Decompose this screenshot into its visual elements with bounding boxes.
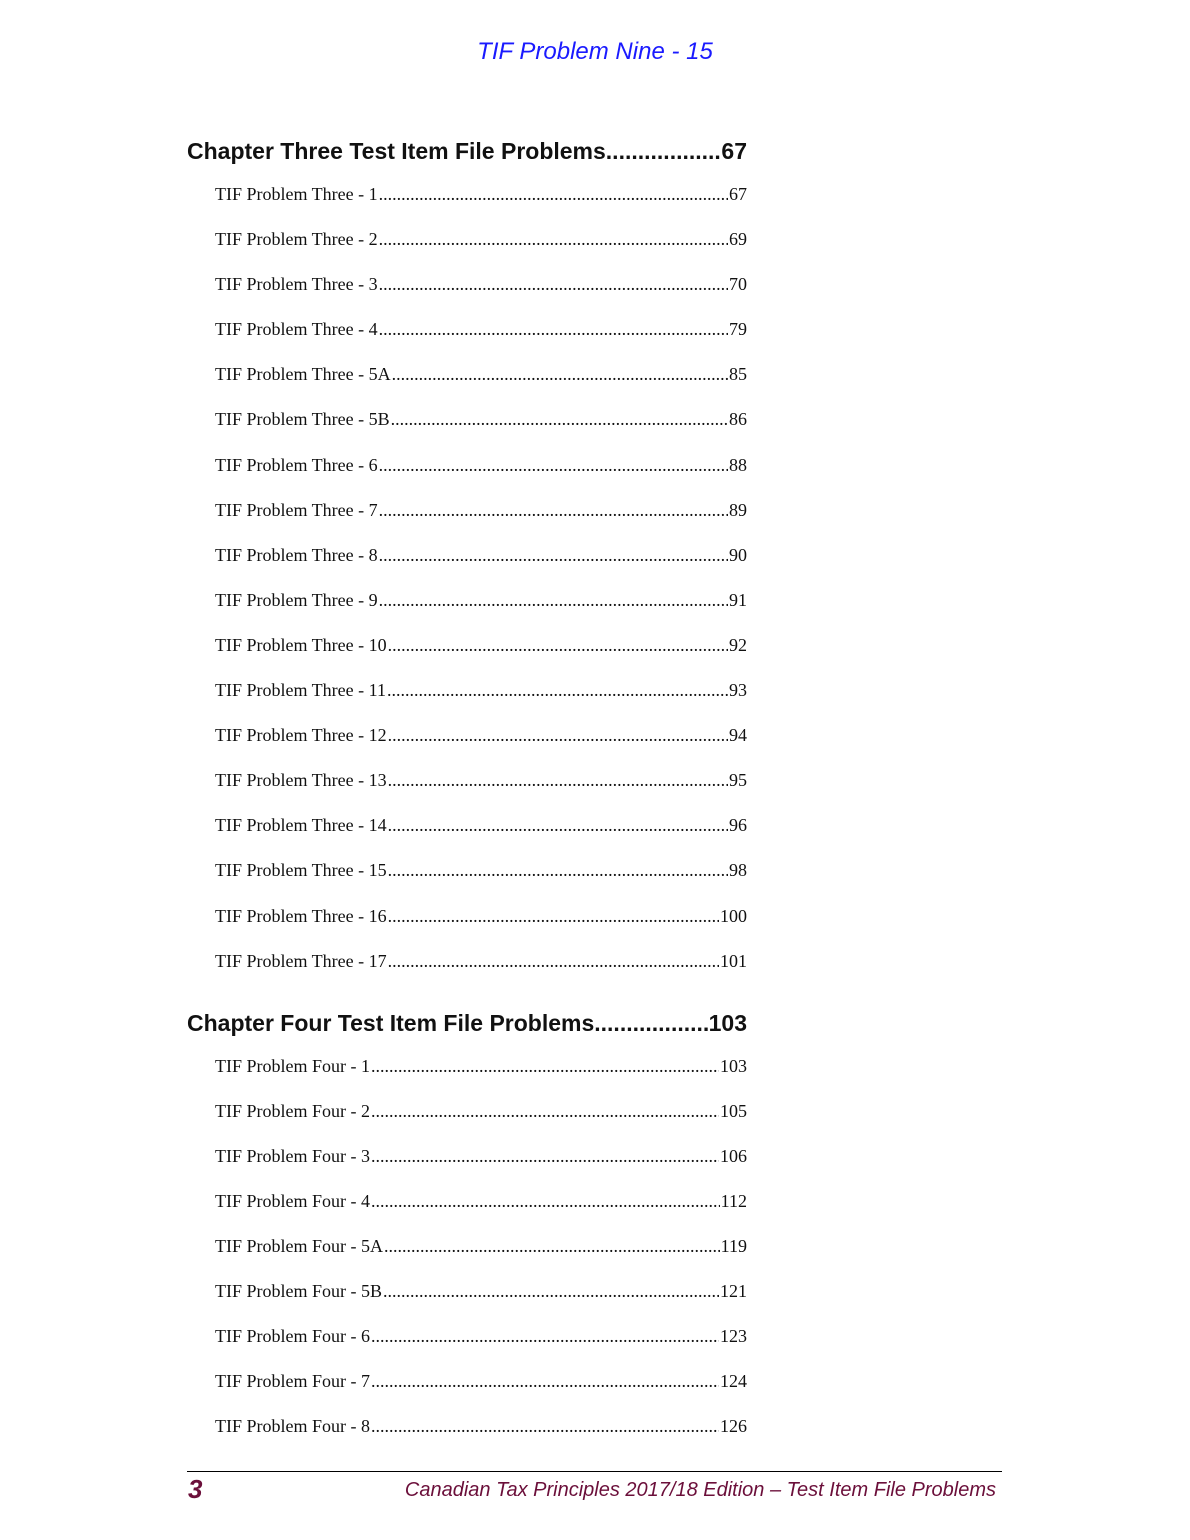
- leader-dots: [379, 455, 728, 476]
- leader-dots: [379, 590, 728, 611]
- entry-label: TIF Problem Three - 14: [215, 815, 387, 836]
- entry-page: 93: [729, 680, 747, 701]
- leader-dots: [371, 1326, 719, 1347]
- entry-label: TIF Problem Three - 16: [215, 905, 387, 926]
- leader-dots: [371, 1371, 719, 1392]
- leader-dots: [371, 1146, 719, 1167]
- entry-page: 124: [720, 1371, 747, 1392]
- toc-entry[interactable]: [187, 1416, 747, 1461]
- entry-label: TIF Problem Four - 6: [215, 1326, 370, 1347]
- entry-label: TIF Problem Four - 5A: [215, 1236, 383, 1257]
- toc-entry[interactable]: [187, 274, 747, 319]
- entry-label: TIF Problem Three - 9: [215, 589, 378, 610]
- toc-entry[interactable]: [187, 1236, 747, 1281]
- leader-dots: [383, 1281, 719, 1302]
- page-number: 3: [188, 1474, 203, 1504]
- toc-entry[interactable]: [187, 725, 747, 770]
- toc-entry[interactable]: [187, 1281, 747, 1326]
- leader-dots: [379, 229, 728, 250]
- chapter-four-heading[interactable]: [187, 1010, 747, 1042]
- toc-entry[interactable]: [187, 455, 747, 500]
- entry-page: 94: [729, 725, 747, 746]
- entry-label: TIF Problem Three - 7: [215, 499, 378, 520]
- chapter-page: 67: [721, 138, 747, 164]
- toc-entry[interactable]: [187, 1326, 747, 1371]
- leader-dots: [379, 545, 728, 566]
- entry-label: TIF Problem Three - 3: [215, 274, 378, 295]
- leader-dots: [379, 500, 728, 521]
- entry-page: 85: [729, 364, 747, 385]
- entry-label: TIF Problem Four - 7: [215, 1371, 370, 1392]
- leader-dots: [371, 1416, 719, 1437]
- entry-label: TIF Problem Three - 1: [215, 184, 378, 204]
- header-link[interactable]: TIF Problem Nine - 15: [477, 38, 713, 65]
- entry-label: TIF Problem Three - 11: [215, 680, 386, 701]
- toc-entry[interactable]: [187, 680, 747, 725]
- entry-page: 101: [720, 950, 747, 971]
- entry-label: TIF Problem Four - 1: [215, 1055, 370, 1076]
- toc-entry[interactable]: [187, 364, 747, 409]
- toc-entry[interactable]: [187, 409, 747, 454]
- chapter-title: Chapter Four Test Item File Problems: [187, 1009, 595, 1036]
- toc-entry[interactable]: [187, 1101, 747, 1146]
- leader-dots: [594, 1010, 708, 1037]
- entry-label: TIF Problem Four - 3: [215, 1145, 370, 1166]
- entry-label: TIF Problem Three - 10: [215, 634, 387, 655]
- entry-page: 91: [729, 589, 747, 610]
- toc-entry[interactable]: [187, 1371, 747, 1416]
- leader-dots: [371, 1191, 720, 1212]
- leader-dots: [388, 635, 728, 656]
- entry-label: TIF Problem Four - 8: [215, 1416, 370, 1437]
- chapter-four-entries: [187, 1056, 747, 1462]
- entry-page: 90: [729, 544, 747, 565]
- leader-dots: [606, 138, 722, 165]
- entry-label: TIF Problem Three - 13: [215, 770, 387, 791]
- table-of-contents: [187, 138, 747, 1462]
- leader-dots: [388, 725, 728, 746]
- entry-page: 92: [729, 634, 747, 655]
- chapter-title: Chapter Three Test Item File Problems: [187, 138, 606, 164]
- toc-entry[interactable]: [187, 860, 747, 905]
- entry-page: 86: [729, 409, 747, 430]
- entry-label: TIF Problem Three - 6: [215, 454, 378, 475]
- entry-label: TIF Problem Three - 17: [215, 950, 387, 971]
- entry-label: TIF Problem Three - 5A: [215, 364, 391, 385]
- entry-page: 100: [720, 905, 747, 926]
- entry-page: 69: [729, 229, 747, 250]
- toc-entry[interactable]: [187, 1146, 747, 1191]
- toc-entry[interactable]: [187, 1191, 747, 1236]
- entry-page: 67: [729, 184, 747, 204]
- toc-entry[interactable]: [187, 545, 747, 590]
- leader-dots: [379, 319, 728, 340]
- entry-page: 126: [720, 1416, 747, 1437]
- chapter-three-heading[interactable]: [187, 138, 747, 170]
- toc-entry[interactable]: [187, 590, 747, 635]
- leader-dots: [388, 815, 728, 836]
- leader-dots: [391, 409, 728, 430]
- leader-dots: [392, 364, 728, 385]
- entry-label: TIF Problem Three - 12: [215, 725, 387, 746]
- entry-label: TIF Problem Four - 5B: [215, 1281, 383, 1302]
- entry-label: TIF Problem Four - 2: [215, 1100, 370, 1121]
- entry-label: TIF Problem Three - 2: [215, 229, 378, 250]
- entry-label: TIF Problem Three - 5B: [215, 409, 390, 430]
- entry-label: TIF Problem Three - 4: [215, 319, 378, 340]
- toc-entry[interactable]: [187, 319, 747, 364]
- entry-page: 105: [720, 1100, 747, 1121]
- leader-dots: [388, 770, 728, 791]
- toc-entry[interactable]: [187, 815, 747, 860]
- entry-page: 103: [720, 1055, 747, 1076]
- leader-dots: [371, 1056, 719, 1077]
- toc-entry[interactable]: [187, 951, 747, 996]
- leader-dots: [387, 680, 728, 701]
- leader-dots: [388, 951, 719, 972]
- toc-entry[interactable]: [187, 770, 747, 815]
- entry-page: 96: [729, 815, 747, 836]
- leader-dots: [384, 1236, 720, 1257]
- chapter-page: 103: [708, 1009, 747, 1036]
- leader-dots: [379, 184, 728, 205]
- entry-label: TIF Problem Three - 15: [215, 860, 387, 881]
- leader-dots: [379, 274, 728, 295]
- leader-dots: [388, 906, 719, 927]
- toc-entry[interactable]: [187, 635, 747, 680]
- entry-page: 123: [720, 1326, 747, 1347]
- footer-divider: [187, 1471, 1002, 1472]
- entry-label: TIF Problem Four - 4: [215, 1190, 370, 1211]
- entry-page: 98: [729, 860, 747, 881]
- leader-dots: [371, 1101, 719, 1122]
- entry-page: 88: [729, 454, 747, 475]
- entry-page: 79: [729, 319, 747, 340]
- entry-page: 121: [720, 1281, 747, 1302]
- toc-entry[interactable]: [187, 184, 747, 229]
- entry-page: 95: [729, 770, 747, 791]
- toc-entry[interactable]: [187, 1056, 747, 1101]
- entry-page: 119: [720, 1236, 747, 1257]
- entry-label: TIF Problem Three - 8: [215, 544, 378, 565]
- entry-page: 70: [729, 274, 747, 295]
- toc-entry[interactable]: [187, 229, 747, 274]
- entry-page: 112: [720, 1190, 747, 1211]
- leader-dots: [388, 860, 728, 881]
- toc-entry[interactable]: [187, 906, 747, 951]
- entry-page: 89: [729, 499, 747, 520]
- footer-title: Canadian Tax Principles 2017/18 Edition – Test Item File Problems: [404, 1479, 996, 1501]
- chapter-three-entries: [187, 184, 747, 996]
- toc-entry[interactable]: [187, 500, 747, 545]
- entry-page: 106: [720, 1145, 747, 1166]
